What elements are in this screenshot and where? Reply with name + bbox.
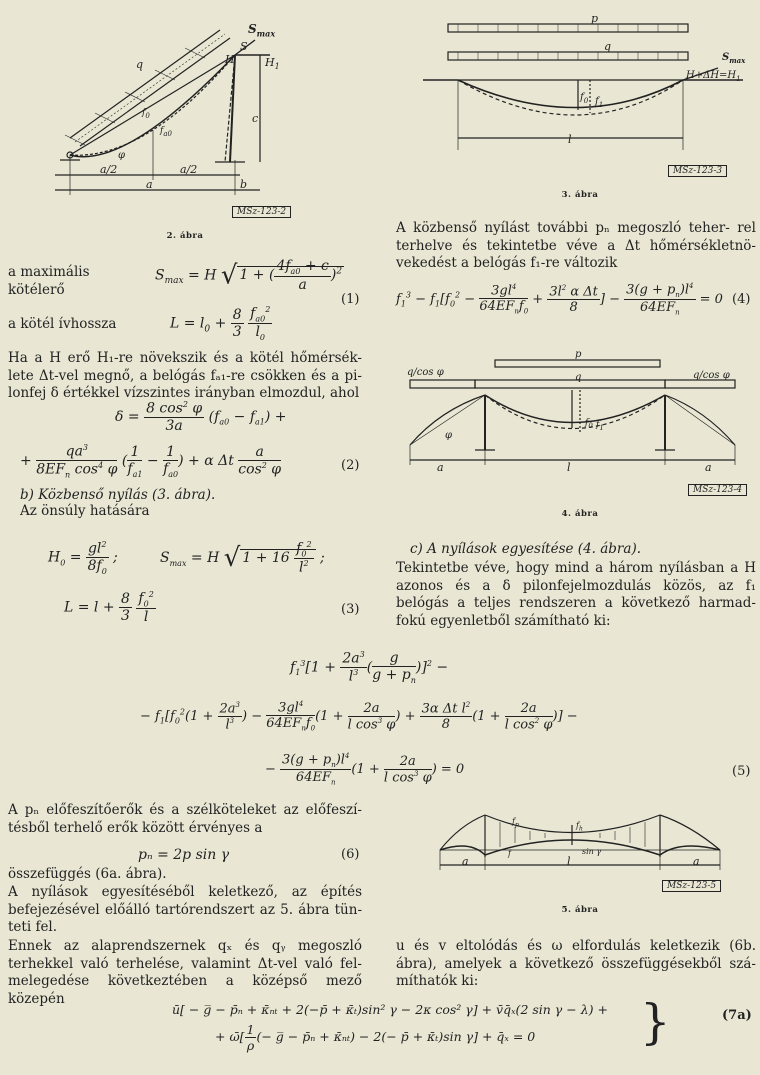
fig5-label-l: l [567, 855, 571, 868]
fig2-label-c: c [252, 112, 259, 125]
fig2-label-a-half-right: a/2 [180, 163, 198, 176]
paragraph-additional-load: A közbenső nyílást további pₙ megoszló teher- rel terhelve és tekintetbe véve a Δt hőmérsékletnö- vekedést a belógás f₁-re változik [396, 220, 756, 271]
arc-length-text: a kötél ívhossza [8, 316, 117, 332]
eq5-number: (5) [732, 764, 751, 779]
fig4-label-q: q [575, 372, 582, 383]
eq3-h0: $H_0$ = $\frac{gl^2}{8f_0}$ ; [48, 540, 118, 576]
paragraph-displacements: u és v eltolódás és ω elfordulás keletkezik (6b. ábra), amelyek a következő összefüggésekből szá- míthatók ki: [396, 938, 756, 989]
paragraph-structure: A nyílások egyesítéséből keletkező, az építés befejezésével előálló tartórendszert az 5. ábra tün- teti fel. [8, 884, 362, 935]
eq5-line2: − $f_1[f_0^2(1$ + $\frac{2a^3}{l^3}$ ) − $\frac{3gl^4}{64EF_nf_0}$ (1 + $\frac{2a}{l \cos^3 \varphi}$ ) + $\frac{3\alpha \Delta t l^2}{8}$ (1 + $\frac{2a}{l \cos^2 \varphi}$ )] − [140, 700, 578, 733]
eq6-number: (6) [341, 847, 360, 862]
fig4-label-a-right: a [705, 461, 712, 474]
fig2-label-fa0: $f_{a0}$ [160, 126, 172, 138]
relation-text: összefüggés (6a. ábra). [8, 866, 167, 882]
fig3-label-h-delta-h: $H+\Delta H=H_1$ [686, 70, 741, 83]
fig5-label-sin-gamma: sin γ [582, 847, 602, 856]
figure-2-diagram [55, 10, 355, 210]
eq-arc-length: $L = l_0$ + $\frac{8}{3}$ $\frac{f_{a0}^2}{l_0}$ [170, 305, 271, 343]
eq4-formula: $f_1^3 - f_1[f_0^2$ − $\frac{3gl^4}{64EF_nf_0}$ + $\frac{3l^2 \alpha \Delta t}{8}$ ] − $\frac{3(g + p_n)l^4}{64EF_n}$ = 0 [396, 282, 723, 317]
eq7a-line2: + ω̄[ $\frac{1}{\rho}$ (− g̅ − p̄ₙ + κ̄ₙₜ) − 2(− p̄ + κ̄ₜ)sin γ] + q̄ₓ = 0 [215, 1022, 536, 1053]
paragraph-pretension: A pₙ előfeszítőerők és a szélköteleket az előfeszí- tésből terhelő erők között érvényes a [8, 802, 362, 836]
fig3-label-q: q [604, 40, 612, 53]
self-weight-text: Az önsúly hatására [20, 503, 150, 519]
fig4-label-qcos-left: q/cos φ [407, 367, 444, 378]
fig3-caption: 3. ábra [561, 190, 599, 200]
fig5-caption: 5. ábra [561, 905, 599, 915]
fig5-label-f: f [508, 849, 511, 858]
paragraph-combined-system: Tekintetbe véve, hogy mind a három nyílásban a H azonos és a δ pilonfejelmozdulás közös, az f₁ belógás a teljes rendszeren a következő harmad- fokú egyenletből számítható ki: [396, 560, 756, 629]
fig2-label-h1: $H_1$ [265, 56, 280, 72]
fig4-caption: 4. ábra [561, 509, 599, 519]
fig4-label-f1: $f_1$ [596, 420, 604, 432]
fig2-label-phi: φ [118, 150, 126, 161]
eq1-formula: $S_{max} = H$ √ 1 + ( $\frac{4f_{a0} + c}{a}$ )$^2$ [155, 258, 343, 293]
fig2-label-h: H [225, 53, 235, 66]
eq2-line2: + $\frac{qa^3}{8EF_n \cos^4 \varphi}$ ( $\frac{1}{f_{a1}}$ − $\frac{1}{f_{a0}}$ ) + α Δt $\frac{a}{\cos^2 \varphi}$ [20, 443, 282, 480]
eq7a-brace: } [640, 994, 671, 1050]
fig4-label-p: p [575, 349, 582, 360]
section-b-heading: b) Közbenső nyílás (3. ábra). [20, 487, 216, 503]
fig4-label-f0: $f_0$ [585, 418, 593, 430]
fig2-label-a-half-left: a/2 [100, 163, 118, 176]
fig5-label-fp: $f_p$ [512, 817, 519, 829]
eq5-line3: − $\frac{3(g + p_n)l^4}{64EF_n}$ (1 + $\frac{2a}{l \cos^3 \varphi}$ ) = 0 [265, 752, 465, 787]
paragraph-base-system: Ennek az alaprendszernek qₓ és qᵧ megoszló terhekkel való terhelése, valamint Δt-vel való fel- melegedése következtében a középső mező közepén [8, 938, 362, 1007]
fig2-label-a: a [146, 178, 153, 191]
fig3-label-f0: $f_0$ [580, 92, 589, 105]
fig3-label-smax: $S_{max}$ [722, 52, 746, 65]
fig2-label-s: S [240, 40, 248, 53]
fig2-label-smax: $S_{max}$ [248, 22, 276, 39]
fig2-label-b: b [240, 178, 248, 191]
paragraph-h-increase: Ha a H erő H₁-re növekszik és a kötél hőmérsék- lete Δt-vel megnő, a belógás fₐ₁-re csökken és a pi- lonfej δ értékkel vízszintes irányban elmozdul, ahol [8, 350, 362, 401]
eq2-line1: δ = $\frac{8 \cos^2 \varphi}{3a}$ $(f_{a0} - f_{a1})$ + [115, 400, 287, 434]
fig2-caption: 2. ábra [166, 231, 204, 241]
fig4-label-l: l [567, 461, 571, 474]
eq2-number: (2) [341, 458, 360, 473]
fig3-code-box: MSz-123-3 [668, 165, 727, 177]
max-cable-force-text: a maximális kötélerő [8, 264, 90, 298]
fig2-label-q: q [136, 58, 144, 71]
eq3-smax: $S_{max} = H$ √ 1 + 16 $\frac{f_0^2}{l^2}$ ; [160, 540, 325, 577]
eq4-number: (4) [732, 292, 751, 307]
fig4-label-qcos-right: q/cos φ [693, 370, 730, 381]
fig5-label-fh: $f_h$ [576, 821, 583, 833]
fig4-code-box: MSz-123-4 [688, 484, 747, 496]
fig4-label-a-left: a [437, 461, 444, 474]
fig3-label-l: l [568, 133, 572, 146]
figure-5-diagram [430, 795, 740, 890]
eq7a-line1: ū[ − g̅ − p̄ₙ + κ̄ₙₜ + 2(−p̄ + κ̄ₜ)sin² γ − 2κ cos² γ] + v̄q̄ₓ(2 sin γ − λ) + [172, 1002, 608, 1017]
eq3-arc: L = l + $\frac{8}{3}$ $\frac{f_0^2}{l}$ [64, 590, 154, 626]
fig3-label-p: p [591, 12, 599, 25]
eq3-number: (3) [341, 602, 360, 617]
eq7a-number: (7a) [722, 1008, 752, 1023]
fig2-label-f0: $f_0$ [142, 108, 150, 120]
section-c-heading: c) A nyílások egyesítése (4. ábra). [410, 541, 641, 557]
eq6-formula: pₙ = 2p sin γ [138, 847, 230, 863]
eq1-number: (1) [341, 292, 360, 307]
fig5-label-a-left: a [462, 855, 469, 868]
fig3-label-f1: $f_1$ [595, 96, 604, 109]
fig5-code-box: MSz-123-5 [662, 880, 721, 892]
fig5-label-a-right: a [693, 855, 700, 868]
fig4-label-phi: φ [445, 430, 453, 441]
eq5-line1: $f_1^3[1$ + $\frac{2a^3}{l^3}$ ( $\frac{g}{g + p_n}$ )]$^2$ − [290, 650, 449, 685]
fig2-code-box: MSz-123-2 [232, 206, 291, 218]
